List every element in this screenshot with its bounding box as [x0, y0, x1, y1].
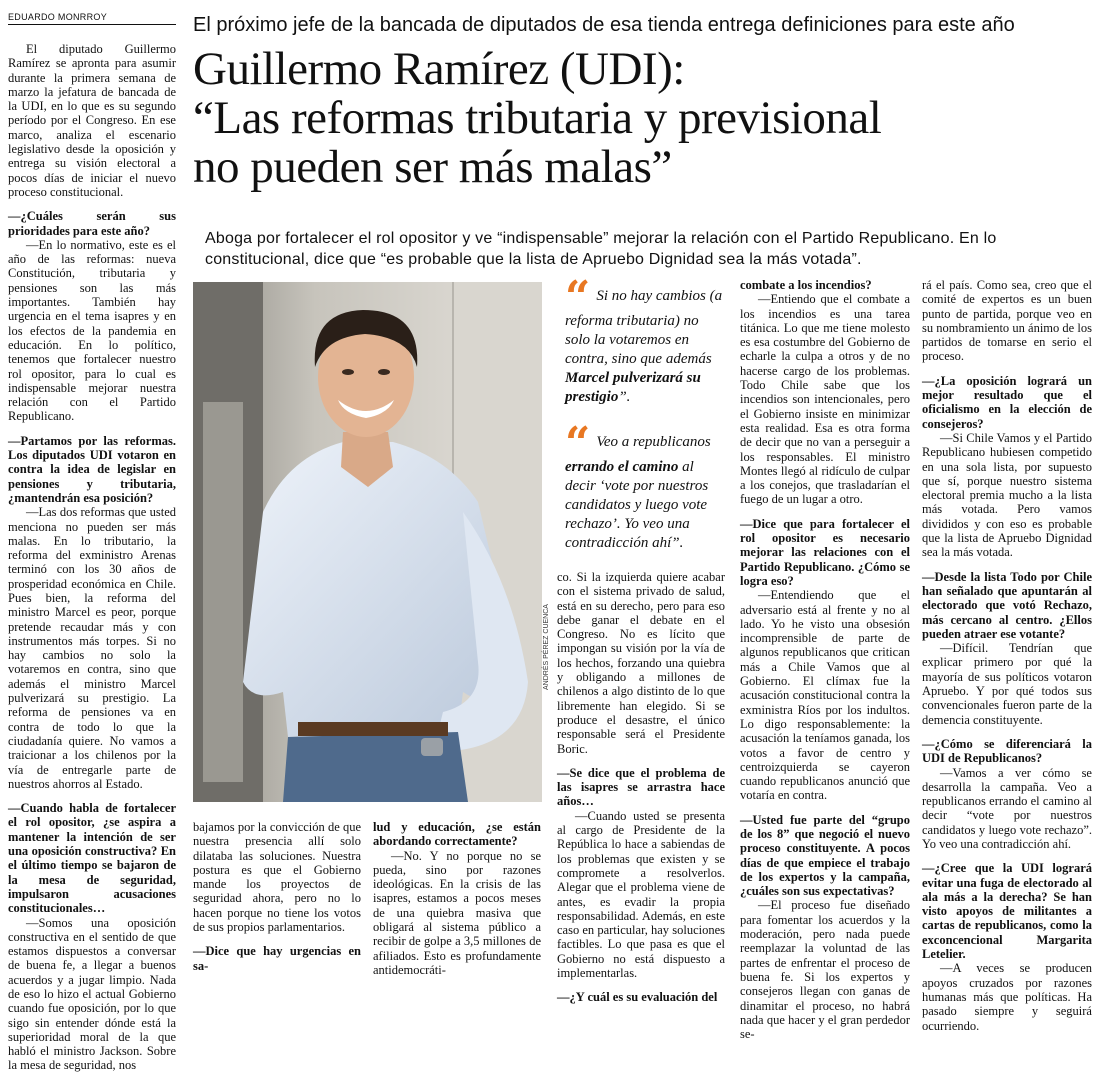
article-column-1 — [8, 42, 176, 1073]
headline-line-1: Guillermo Ramírez (UDI): — [193, 43, 685, 95]
interview-question: —Dice que para fortalecer el rol opositor es necesario mejorar las relaciones con el Partido Republicano. ¿Cómo se logra eso? — [740, 516, 910, 588]
pull-quote-1: “ Si no hay cambios (a reforma tributaria) no solo la votaremos en contra, sino que además Marcel pulverizará su prestigio”. — [565, 272, 723, 405]
quote-mark-icon: “ — [565, 272, 591, 323]
photo-credit: ANDRÉS PÉREZ CUENCA — [543, 604, 550, 690]
article-paragraph: —El proceso fue diseñado para fomentar los acuerdos y la moderación, pero nada puede reemplazar la voluntad de las partes de enfrentar el proceso de buena fe. Si los expertos y consejeros llegan con ganas de dinamitar el proceso, no habrá nada que hacer y el gran perdedor se- — [740, 898, 910, 1042]
headline-line-2: “Las reformas tributaria y previsional — [193, 92, 882, 144]
article-paragraph: bajamos por la convicción de que nuestra presencia allí solo dilataba las soluciones. Nuestra postura es que el Gobierno mande los proyectos de seguridad ahora, pero no lo hacen porque no tiene los votos de sus propios parlamentarios. — [193, 820, 361, 935]
article-column-2 — [193, 820, 361, 973]
kicker: El próximo jefe de la bancada de diputados de esa tienda entrega definiciones para este año — [193, 14, 1015, 36]
article-paragraph: —Entiendo que el combate a los incendios es una tarea titánica. Lo que me tiene molesto es esa costumbre del Gobierno de echarle la culpa a otros y de no hacerse cargo de los problemas. Todo Chile sabe que los incendios son intencionales, pero el Gobierno insiste en minimizar esta realidad. Esa es otra forma de decir que no van a perseguir a los responsables. El ministro Montes llegó al ridículo de culpar a los conejos, que trasladarían el fuego de un lugar a otro. — [740, 292, 910, 507]
interview-question: —Desde la lista Todo por Chile han señalado que apuntarán al electorado que votó Rechazo, más cercano al centro. ¿Ellos pueden atraer ese votante? — [922, 569, 1092, 641]
interview-question: —Usted fue parte del “grupo de los 8” que negoció el nuevo proceso constituyente. A pocos días de que empiece el trabajo de los expertos y la campaña, ¿cuáles son sus expectativas? — [740, 812, 910, 899]
article-paragraph: —A veces se producen apoyos cruzados por razones humanas más que políticas. Ha pasado siempre y seguirá ocurriendo. — [922, 961, 1092, 1033]
portrait-illustration — [193, 282, 542, 802]
byline: EDUARDO MONRROY — [8, 12, 176, 25]
interview-question: —¿Cree que la UDI logrará evitar una fuga de electorado al ala más a la derecha? Se han visto apoyos de militantes a cartas de republicanos, como la exconcencional Margarita Letelier. — [922, 861, 1092, 962]
pull-quote-2: “ Veo a republicanos errando el camino al decir ‘vote por nuestros candidatos y luego vote rechazo’. Yo veo una contradicción ahí”. — [565, 418, 711, 551]
portrait-photo — [193, 282, 542, 802]
interview-question: —Cuando habla de fortalecer el rol opositor, ¿se aspira a mantener la intención de ser una oposición constructiva? En el último tiempo se bajaron de la mesa de seguridad, impulsaron acusaciones constitucionales… — [8, 801, 176, 916]
article-column-4 — [557, 570, 725, 1005]
article-paragraph: —Difícil. Tendrían que explicar primero por qué la mayoría de sus políticos votaron Apruebo. Y por qué todos sus convencionales fueron parte de la demencia constituyente. — [922, 641, 1092, 727]
article-column-5 — [740, 278, 910, 1041]
interview-question: —Partamos por las reformas. Los diputados UDI votaron en contra la idea de legislar en pensiones y tributaria, ¿mantendrán esa posición? — [8, 433, 176, 505]
interview-question: lud y educación, ¿se están abordando correctamente? — [373, 820, 541, 849]
article-paragraph: —Entendiendo que el adversario está al frente y no al lado. Yo he visto una obsesión incomprensible de parte de algunos republicanos que critican más a Chile Vamos que al Gobierno. El clímax fue la acusación constitucional contra la exministra Ríos por los indultos. Lo digo responsablemente: la acusación la teníamos ganada, los votos a favor de centro y centroizquierda se cayeron cuando republicanos anunció que votaría en contra. — [740, 588, 910, 803]
article-paragraph: —En lo normativo, este es el año de las reformas: nueva Constitución, tributaria y pensiones son las más importantes. También hay urgencia en el tema isapres y en los efectos de la pandemia en educación. En lo político, tenemos que fortalecer nuestro rol opositor, para lo cual es indispensable mejorar nuestra relación con el Partido Republicano. — [8, 237, 176, 424]
interview-question: —¿La oposición logrará un mejor resultado que el oficialismo en la elección de consejeros? — [922, 373, 1092, 431]
interview-question: —Se dice que el problema de las isapres se arrastra hace años… — [557, 765, 725, 809]
quote-mark-icon: “ — [565, 418, 591, 469]
lead-paragraph: Aboga por fortalecer el rol opositor y ve “indispensable” mejorar la relación con el Partido Republicano. En lo constitucional, dice que “es probable que la lista de Apruebo Dignidad sea la más votada”. — [205, 230, 997, 268]
headline-line-3: no pueden ser más malas” — [193, 141, 672, 193]
interview-question: —¿Y cuál es su evaluación del — [557, 990, 718, 1005]
interview-question: —¿Cómo se diferenciará la UDI de Republicanos? — [922, 736, 1092, 766]
article-paragraph: —Vamos a ver cómo se desarrolla la campaña. Veo a republicanos errando el camino al decir “vote por nuestros candidatos y luego vote rechazo”. Yo veo una contradicción ahí. — [922, 765, 1092, 851]
article-paragraph: El diputado Guillermo Ramírez se apronta para asumir durante la primera semana de marzo la jefatura de bancada de la UDI, en lo que es su segundo período por el Congreso. En ese marco, analiza el escenario legislativo desde la oposición y entrega su visión electoral a pocos días de iniciar el nuevo proceso constitucional. — [8, 42, 176, 199]
article-paragraph: —Las dos reformas que usted menciona no pueden ser más malas. En lo tributario, la reforma del exministro Arenas terminó con los 30 años de prosperidad económica en Chile. Pues bien, la reforma del ministro Marcel es peor, porque pretende recaudar más y con instrumentos más torpes. Si no hay cambios no solo la votaremos en contra, sino que además el ministro Marcel pulverizará su prestigio. La reforma de pensiones va en contra de todo lo que la ciudadanía quiere. No vamos a traicionar a los chilenos por la vía de entregarle parte de nuestros ahorros al Estado. — [8, 505, 176, 791]
headline — [193, 43, 1093, 193]
article-paragraph: co. Si la izquierda quiere acabar con el sistema privado de salud, está en su derecho, pero para eso debe ganar el debate en el Congreso. No es lícito que impongan su visión por la vía de los hechos, forzando una quiebra y obligando a millones de chilenos a algo distinto de lo que libremente han elegido. Si se produce el desastre, el único responsable será el Presidente Boric. — [557, 570, 725, 756]
interview-question: combate a los incendios? — [740, 278, 872, 292]
article-paragraph: —Si Chile Vamos y el Partido Republicano hubiesen competido en una sola lista, por supuesto que sí, porque nuestro sistema electoral premia mucho a la lista más votada. Pero vamos divididos y con eso es probable que la lista de Apruebo Dignidad sea la más votada. — [922, 430, 1092, 560]
article-paragraph: —Cuando usted se presenta al cargo de Presidente de la República lo hace a sabiendas de los problemas que existen y se compromete a resolverlos. Alegar que el problema viene de antes, es evadir la propia responsabilidad. Además, en este caso en particular, hay soluciones factibles. Lo que pasa es que el Gobierno no está dispuesto a implementarlas. — [557, 808, 725, 981]
article-paragraph: rá el país. Como sea, creo que el comité de expertos es un buen punto de partida, porque veo en su nombramiento un ánimo de los partidos de tomarse en serio el proceso. — [922, 278, 1092, 364]
interview-question: —Dice que hay urgencias en sa- — [193, 944, 361, 973]
article-column-6 — [922, 278, 1092, 1033]
article-paragraph: —Somos una oposición constructiva en el sentido de que estamos dispuestos a conversar de buena fe, a llegar a buenos acuerdos y a jugar limpio. Nada de eso lo hizo el actual Gobierno cuando fue oposición, por lo que sigo sin entender dónde está la superioridad moral de la que habló el ministro Jackson. Sobre la mesa de seguridad, nos — [8, 915, 176, 1073]
interview-question: —¿Cuáles serán sus prioridades para este año? — [8, 209, 176, 238]
article-paragraph: —No. Y no porque no se pueda, sino por razones ideológicas. En la crisis de las isapres, estamos a pocos meses de una quiebra masiva que obligará al sistema público a recibir de golpe a 3,5 millones de afiliados. Esto es profundamente antidemocráti- — [373, 848, 541, 977]
article-column-3 — [373, 820, 541, 977]
